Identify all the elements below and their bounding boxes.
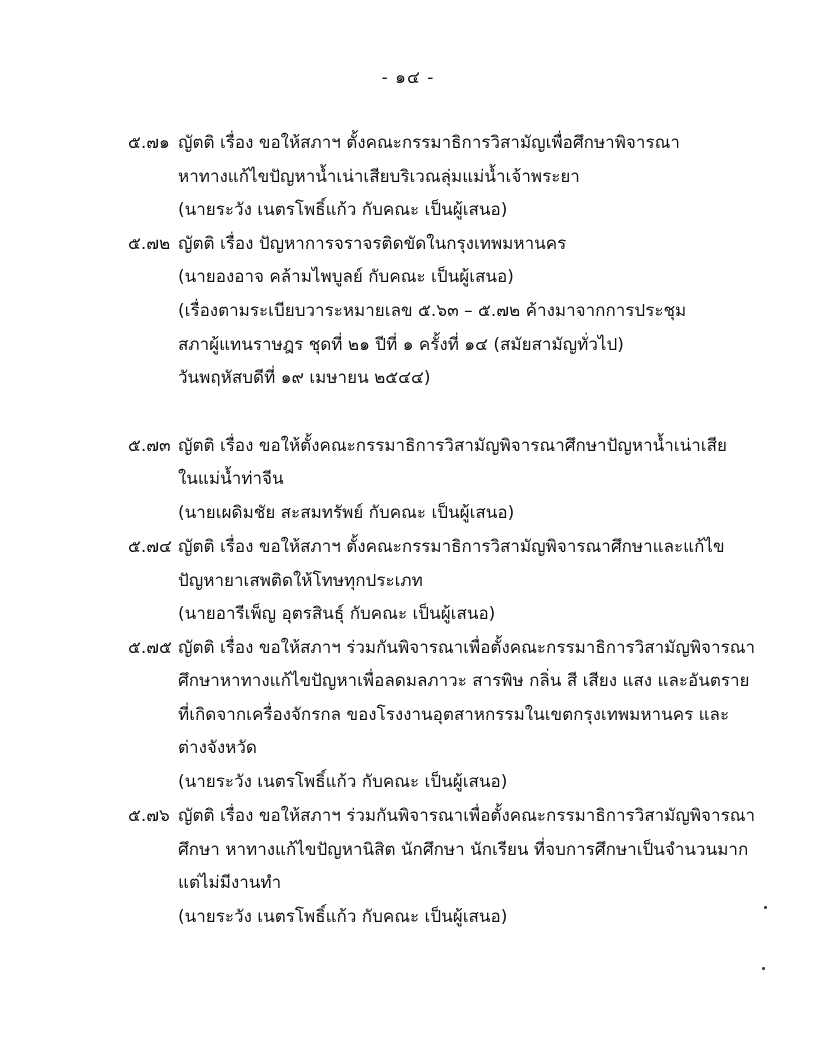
item-line: ต่างจังหวัด: [178, 738, 257, 758]
item-line: (เรื่องตามระเบียบวาระหมายเลข ๕.๖๓ – ๕.๗๒ ค้างมาจากการประชุม: [178, 301, 687, 321]
item-number: ๕.๗๖: [128, 806, 170, 826]
item-line: ญัตติ เรื่อง ขอให้ตั้งคณะกรรมาธิการวิสามัญพิจารณาศึกษาปัญหาน้ำเน่าเสีย: [178, 436, 727, 456]
item-number: ๕.๗๒: [128, 234, 171, 254]
item-line: ศึกษาหาทางแก้ไขปัญหาเพื่อลดมลภาวะ สารพิษ กลิ่น สี เสียง แสง และอันตราย: [178, 671, 750, 691]
item-line: (นายระวัง เนตรโพธิ์แก้ว กับคณะ เป็นผู้เสนอ): [178, 772, 508, 792]
item-line: (นายระวัง เนตรโพธิ์แก้ว กับคณะ เป็นผู้เสนอ): [178, 200, 508, 220]
item-line: ในแม่น้ำท่าจีน: [178, 469, 284, 489]
scan-speck: [762, 967, 765, 970]
item-line: ปัญหายาเสพติดให้โทษทุกประเภท: [178, 571, 423, 591]
item-number: ๕.๗๑: [128, 133, 170, 153]
item-line: ที่เกิดจากเครื่องจักรกล ของโรงงานอุตสาหกรรมในเขตกรุงเทพมหานคร และ: [178, 705, 730, 725]
item-line: วันพฤหัสบดีที่ ๑๙ เมษายน ๒๕๔๔): [178, 368, 431, 388]
item-line: ญัตติ เรื่อง ขอให้สภาฯ ร่วมกันพิจารณาเพื่อตั้งคณะกรรมาธิการวิสามัญพิจารณา: [178, 638, 756, 658]
item-line: ญัตติ เรื่อง ปัญหาการจราจรติดขัดในกรุงเทพมหานคร: [178, 234, 567, 254]
page-number: - ๑๔ -: [381, 68, 435, 88]
item-line: (นายอารีเพ็ญ อุตรสินธุ์ กับคณะ เป็นผู้เสนอ): [178, 604, 496, 624]
item-line: ศึกษา หาทางแก้ไขปัญหานิสิต นักศึกษา นักเรียน ที่จบการศึกษาเป็นจำนวนมาก: [178, 840, 749, 860]
item-line: (นายเผดิมชัย สะสมทรัพย์ กับคณะ เป็นผู้เสนอ): [178, 503, 515, 523]
item-number: ๕.๗๓: [128, 436, 171, 456]
item-line: หาทางแก้ไขปัญหาน้ำเน่าเสียบริเวณลุ่มแม่น้ำเจ้าพระยา: [178, 167, 580, 187]
item-line: ญัตติ เรื่อง ขอให้สภาฯ ตั้งคณะกรรมาธิการวิสามัญพิจารณาศึกษาและแก้ไข: [178, 537, 725, 557]
item-line: (นายองอาจ คล้ามไพบูลย์ กับคณะ เป็นผู้เสนอ): [178, 267, 514, 287]
item-line: แต่ไม่มีงานทำ: [178, 873, 282, 893]
item-line: ญัตติ เรื่อง ขอให้สภาฯ ตั้งคณะกรรมาธิการวิสามัญเพื่อศึกษาพิจารณา: [178, 133, 680, 153]
scan-speck: [764, 906, 767, 909]
item-line: ญัตติ เรื่อง ขอให้สภาฯ ร่วมกันพิจารณาเพื่อตั้งคณะกรรมาธิการวิสามัญพิจารณา: [178, 806, 756, 826]
item-number: ๕.๗๔: [128, 537, 172, 557]
item-line: (นายระวัง เนตรโพธิ์แก้ว กับคณะ เป็นผู้เสนอ): [178, 907, 508, 927]
item-line: สภาผู้แทนราษฎร ชุดที่ ๒๑ ปีที่ ๑ ครั้งที่ ๑๔ (สมัยสามัญทั่วไป): [178, 335, 624, 355]
item-number: ๕.๗๕: [128, 638, 172, 658]
